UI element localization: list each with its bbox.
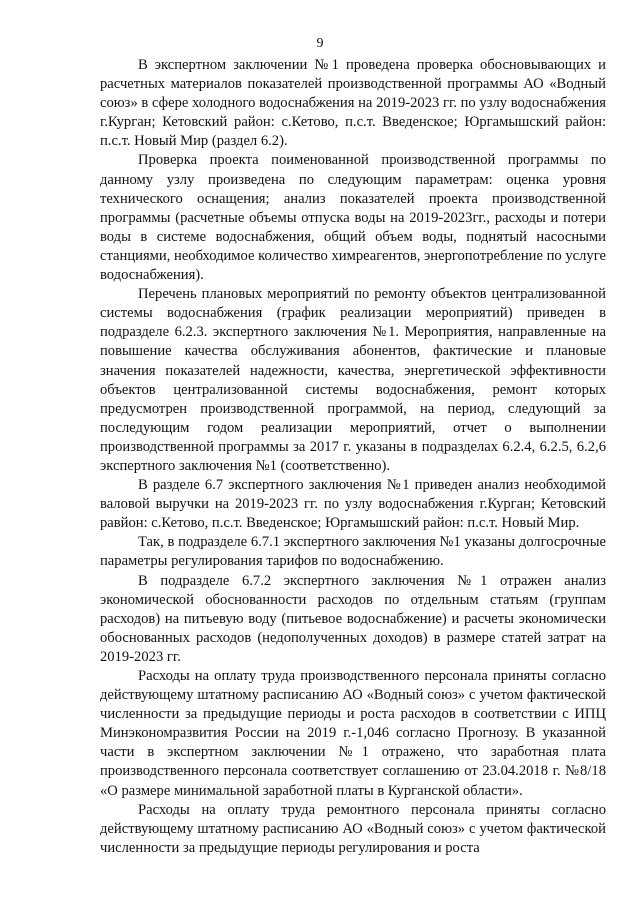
paragraph-cost-analysis: В подразделе 6.7.2 экспертного заключения №1 отражен анализ экономической обоснованности расходов по отдельным статьям (группам расходов) на питьевую воду (питьевое водоснабжение) и расчеты экономически обоснованных расходов (недополученных доходов) в размере статей затрат на 2019-2023 гг. (100, 572, 606, 665)
paragraph-repair-wages: Расходы на оплату труда ремонтного персонала приняты согласно действующему штатному расписанию АО «Водный союз» с учетом фактической численности за предыдущие периоды регулирования и роста (100, 801, 606, 856)
paragraph-check-parameters: Проверка проекта поименованной производственной программы по данному узлу произведена по следующим параметрам: оценка уровня технического оснащения; анализ показателей проекта производственной программы (расчетные объемы отпуска воды на 2019-2023гг., расходы и потери воды в системе водоснабжения, общий объем воды, поднятый насосными станциями, необходимое количество химреагентов, энергопотребление по услуге водоснабжения). (100, 152, 606, 284)
paragraph-repair-measures: Перечень плановых мероприятий по ремонту объектов централизованной системы водоснабжения (график реализации мероприятий) приведен в подразделе 6.2.3. экспертного заключения №1. Мероприятия, направленные на повышение качества обслуживания абонентов, фактические и плановые значения показателей надежности, качества, энергетической эффективности объектов централизованной системы водоснабжения, ремонт которых предусмотрен производственной программой, на период, следующий за последующим годом реализации мероприятий, отчет о выполнении производственной программы за 2017 г. указаны в подразделах 6.2.4, 6.2.5, 6.2,6 экспертного заключения №1 (соответственно). (100, 286, 606, 474)
paragraph-expert-review: В экспертном заключении №1 проведена проверка обосновывающих и расчетных материалов показателей производственной программы АО «Водный союз» в сфере холодного водоснабжения на 2019-2023 гг. по узлу водоснабжения г.Курган; Кетовский район: с.Кетово, п.с.т. Введенское; Юргамышский район: п.с.т. Новый Мир (раздел 6.2). (100, 57, 606, 150)
paragraph-revenue-analysis: В разделе 6.7 экспертного заключения №1 приведен анализ необходимой валовой выручки на 2019-2023 гг. по узлу водоснабжения г.Курган; Кетовский равйон: с.Кетово, п.с.т. Введенское; Юргамышский район: п.с.т. Новый Мир. (100, 477, 606, 532)
paragraph-tariff-parameters: Так, в подразделе 6.7.1 экспертного заключения №1 указаны долгосрочные параметры регулирования тарифов по водоснабжению. (100, 534, 606, 570)
page-number: 9 (316, 36, 324, 51)
document-body (100, 56, 606, 858)
paragraph-production-wages: Расходы на оплату труда производственного персонала приняты согласно действующему штатному расписанию АО «Водный союз» с учетом фактической численности за предыдущие периоды и роста расходов в соответствии с ИПЦ Минэкономразвития России на 2019 г.-1,046 согласно Прогнозу. В указанной части в экспертном заключении №1 отражено, что заработная плата производственного персонала соответствует соглашению от 23.04.2018 г. №8/18 «О размере минимальной заработной платы в Курганской области». (100, 668, 606, 799)
